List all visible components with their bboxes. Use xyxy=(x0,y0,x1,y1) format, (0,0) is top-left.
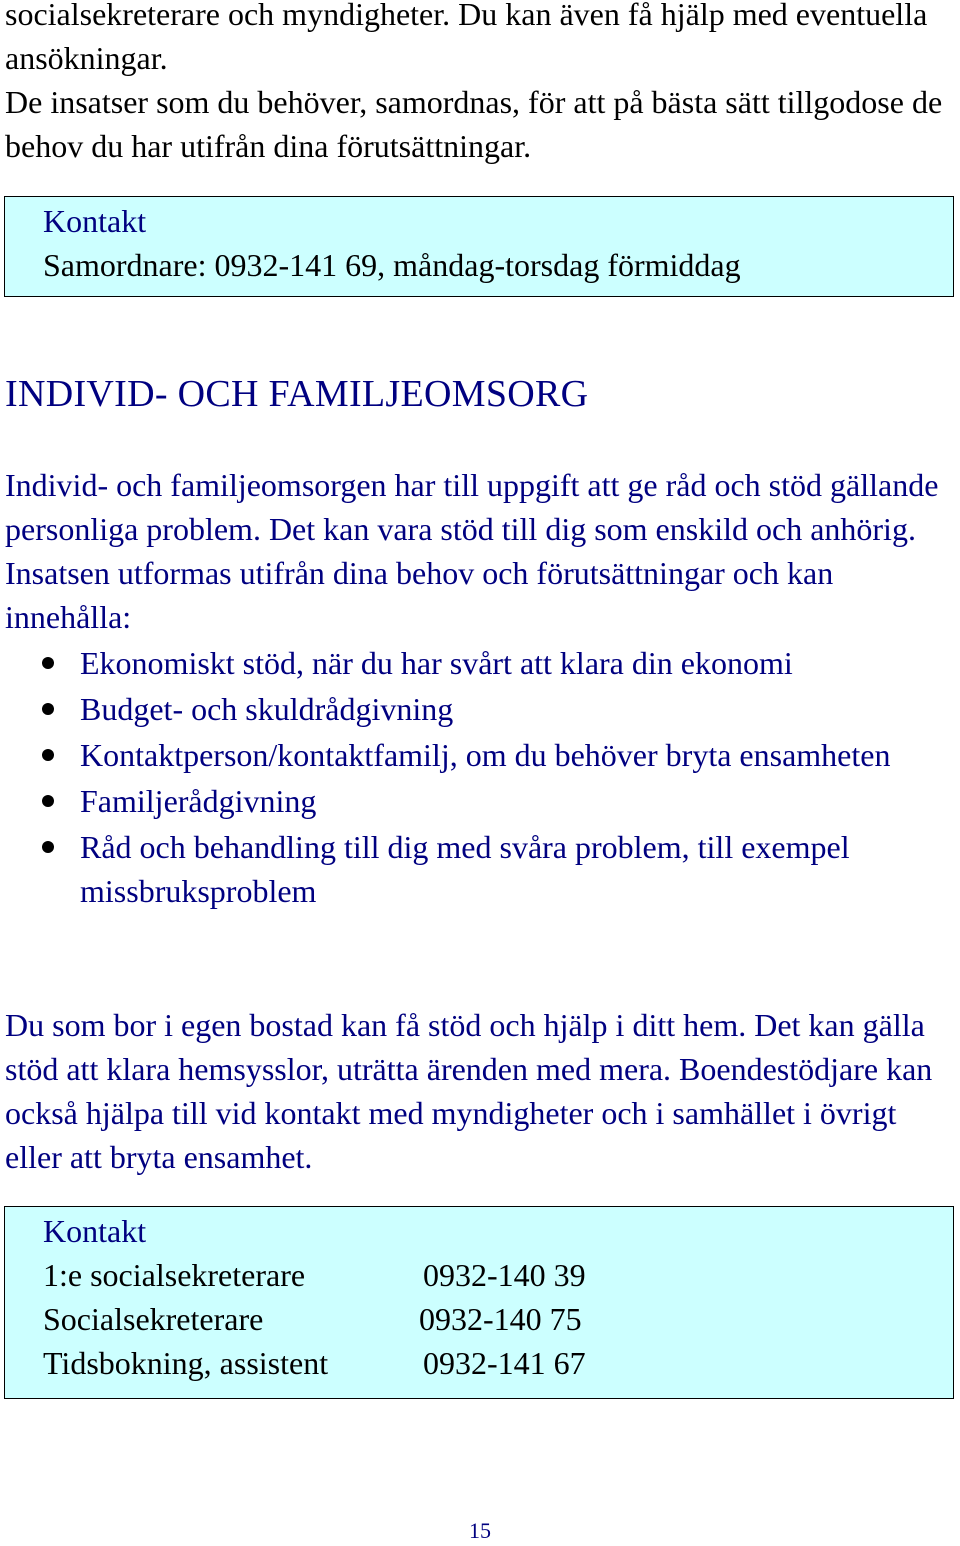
list-item-text: Råd och behandling till dig med svåra problem, till exempel missbruksproblem xyxy=(80,829,850,909)
list-item xyxy=(0,825,940,913)
list-item xyxy=(0,733,940,777)
contact-box-coordinator xyxy=(4,196,954,297)
contact-row xyxy=(43,1341,953,1385)
list-item xyxy=(0,779,940,823)
bullet-icon xyxy=(42,749,54,761)
contact-phone: 0932-141 67 xyxy=(423,1345,586,1381)
coordinator-contact-line: Samordnare: 0932-141 69, måndag-torsdag förmiddag xyxy=(43,247,741,283)
contact-phone: 0932-140 75 xyxy=(419,1301,582,1337)
contact-role: Socialsekreterare xyxy=(43,1301,264,1337)
bullet-icon xyxy=(42,703,54,715)
contact-label: Kontakt xyxy=(43,1213,147,1249)
intro-line-1: socialsekreterare och myndigheter. Du kan även få hjälp med eventuella ansökningar. xyxy=(5,0,928,76)
contact-box-social-services xyxy=(4,1206,954,1399)
contact-label: Kontakt xyxy=(43,203,147,239)
bullet-icon xyxy=(42,841,54,853)
list-item xyxy=(0,687,940,731)
list-item-text: Kontaktperson/kontaktfamilj, om du behöver bryta ensamheten xyxy=(80,737,891,773)
intro-line-2: De insatser som du behöver, samordnas, för att på bästa sätt tillgodose de behov du har utifrån dina förutsättningar. xyxy=(5,84,943,164)
list-item-text: Ekonomiskt stöd, när du har svårt att klara din ekonomi xyxy=(80,645,793,681)
list-item-text: Familjerådgivning xyxy=(80,783,317,819)
contact-role: Tidsbokning, assistent xyxy=(43,1345,329,1381)
list-item xyxy=(0,641,940,685)
contact-role: 1:e socialsekreterare xyxy=(43,1257,306,1293)
section-heading: INDIVID- OCH FAMILJEOMSORG xyxy=(5,373,589,415)
contact-row xyxy=(43,1253,953,1297)
contact-phone: 0932-140 39 xyxy=(423,1257,586,1293)
intro-text xyxy=(5,0,955,168)
services-list xyxy=(0,641,960,915)
list-item-text: Budget- och skuldrådgivning xyxy=(80,691,454,727)
section-paragraph: Individ- och familjeomsorgen har till uppgift att ge råd och stöd gällande personliga problem. Det kan vara stöd till dig som enskild och anhörig. Insatsen utformas utifrån dina behov och förutsättningar och kan innehålla: xyxy=(5,467,939,635)
home-support-paragraph: Du som bor i egen bostad kan få stöd och hjälp i ditt hem. Det kan gälla stöd att klara hemsysslor, uträtta ärenden med mera. Boendestödjare kan också hjälpa till vid kontakt med myndigheter och i samhället i övrigt eller att bryta ensamhet. xyxy=(5,1007,933,1175)
bullet-icon xyxy=(42,795,54,807)
page-number: 15 xyxy=(469,1518,491,1543)
bullet-icon xyxy=(42,657,54,669)
contact-row xyxy=(43,1297,953,1341)
